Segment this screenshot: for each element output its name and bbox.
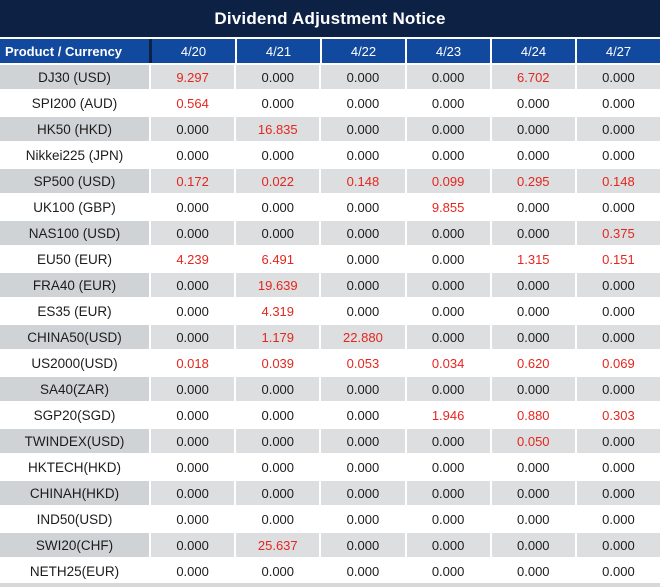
dividend-value-cell: 0.000 bbox=[405, 247, 490, 271]
dividend-value-cell: 0.000 bbox=[490, 221, 575, 245]
dividend-value-cell: 0.000 bbox=[405, 533, 490, 557]
dividend-value-cell: 0.148 bbox=[319, 169, 404, 193]
product-name-cell: TWINDEX(USD) bbox=[0, 429, 149, 453]
table-row bbox=[0, 245, 660, 271]
table-header-row bbox=[0, 39, 660, 63]
product-name-cell: IND50(USD) bbox=[36, 511, 113, 527]
dividend-value-cell: 0.000 bbox=[319, 299, 404, 323]
table-row bbox=[0, 557, 660, 583]
dividend-value-cell: 0.000 bbox=[149, 299, 234, 323]
dividend-value-cell: 0.000 bbox=[405, 377, 490, 401]
table-row bbox=[0, 219, 660, 245]
table-row bbox=[0, 375, 660, 401]
dividend-value-cell: 0.000 bbox=[575, 117, 660, 141]
table-row bbox=[0, 115, 660, 141]
dividend-value-cell: 0.000 bbox=[234, 221, 319, 245]
dividend-value-cell: 0.000 bbox=[490, 273, 575, 297]
dividend-value-cell: 0.000 bbox=[405, 273, 490, 297]
column-header-date: 4/24 bbox=[490, 39, 575, 63]
dividend-value-cell: 0.000 bbox=[490, 195, 575, 219]
dividend-value-cell: 0.000 bbox=[149, 559, 234, 583]
table-row bbox=[0, 63, 660, 89]
dividend-value-cell: 0.039 bbox=[234, 351, 319, 375]
dividend-value-cell: 0.000 bbox=[234, 455, 319, 479]
dividend-value-cell: 0.000 bbox=[319, 429, 404, 453]
dividend-value-cell: 0.034 bbox=[405, 351, 490, 375]
dividend-value-cell: 0.000 bbox=[490, 377, 575, 401]
dividend-value-cell: 0.000 bbox=[319, 403, 404, 427]
dividend-value-cell: 0.151 bbox=[575, 247, 660, 271]
dividend-value-cell: 0.000 bbox=[319, 455, 404, 479]
column-header-date: 4/23 bbox=[405, 39, 490, 63]
dividend-value-cell: 0.000 bbox=[234, 429, 319, 453]
dividend-value-cell: 0.000 bbox=[319, 533, 404, 557]
dividend-value-cell: 0.000 bbox=[149, 273, 234, 297]
dividend-value-cell: 0.000 bbox=[149, 403, 234, 427]
dividend-value-cell: 6.702 bbox=[490, 65, 575, 89]
dividend-value-cell: 0.000 bbox=[405, 481, 490, 505]
table-row bbox=[0, 349, 660, 375]
dividend-value-cell: 0.000 bbox=[490, 455, 575, 479]
table-bottom-edge bbox=[0, 583, 660, 587]
product-name-cell: SWI20(CHF) bbox=[0, 533, 149, 557]
dividend-value-cell: 0.000 bbox=[575, 481, 660, 505]
dividend-value-cell: 0.000 bbox=[149, 533, 234, 557]
dividend-value-cell: 0.000 bbox=[405, 299, 490, 323]
dividend-value-cell: 0.018 bbox=[149, 351, 234, 375]
dividend-value-cell: 0.000 bbox=[490, 481, 575, 505]
dividend-value-cell: 0.000 bbox=[234, 481, 319, 505]
page-title: Dividend Adjustment Notice bbox=[0, 0, 660, 39]
dividend-value-cell: 0.000 bbox=[405, 325, 490, 349]
column-header-date: 4/27 bbox=[575, 39, 660, 63]
dividend-value-cell: 0.000 bbox=[319, 221, 404, 245]
table-row bbox=[0, 479, 660, 505]
dividend-value-cell: 0.000 bbox=[405, 143, 490, 167]
dividend-value-cell: 25.637 bbox=[234, 533, 319, 557]
dividend-value-cell: 0.000 bbox=[149, 221, 234, 245]
dividend-value-cell: 0.620 bbox=[490, 351, 575, 375]
dividend-value-cell: 0.000 bbox=[575, 143, 660, 167]
dividend-value-cell: 0.000 bbox=[319, 247, 404, 271]
dividend-value-cell: 0.000 bbox=[149, 117, 234, 141]
product-name-cell: SA40(ZAR) bbox=[0, 377, 149, 401]
dividend-value-cell: 0.000 bbox=[319, 481, 404, 505]
product-name-cell: EU50 (EUR) bbox=[36, 251, 112, 267]
product-name-cell: SP500 (USD) bbox=[0, 169, 149, 193]
table-row bbox=[0, 505, 660, 531]
dividend-value-cell: 0.000 bbox=[234, 377, 319, 401]
table-row bbox=[0, 401, 660, 427]
dividend-value-cell: 0.000 bbox=[575, 91, 660, 115]
dividend-value-cell: 0.022 bbox=[234, 169, 319, 193]
table-row bbox=[0, 297, 660, 323]
dividend-value-cell: 0.000 bbox=[575, 195, 660, 219]
dividend-value-cell: 0.000 bbox=[234, 91, 319, 115]
dividend-value-cell: 0.000 bbox=[405, 507, 490, 531]
dividend-value-cell: 22.880 bbox=[319, 325, 404, 349]
column-header-date: 4/22 bbox=[320, 39, 405, 63]
dividend-value-cell: 0.000 bbox=[234, 559, 319, 583]
product-name-cell: SPI200 (AUD) bbox=[31, 95, 118, 111]
dividend-value-cell: 16.835 bbox=[234, 117, 319, 141]
dividend-value-cell: 0.000 bbox=[405, 91, 490, 115]
dividend-value-cell: 0.000 bbox=[149, 195, 234, 219]
table-body bbox=[0, 63, 660, 583]
dividend-value-cell: 0.000 bbox=[149, 377, 234, 401]
column-header-date: 4/20 bbox=[149, 39, 235, 63]
product-name-cell: UK100 (GBP) bbox=[33, 199, 116, 215]
dividend-value-cell: 0.053 bbox=[319, 351, 404, 375]
product-name-cell: NAS100 (USD) bbox=[0, 221, 149, 245]
product-name-cell: HK50 (HKD) bbox=[0, 117, 149, 141]
table-row bbox=[0, 427, 660, 453]
dividend-value-cell: 0.000 bbox=[490, 559, 575, 583]
table-row bbox=[0, 271, 660, 297]
dividend-value-cell: 0.000 bbox=[405, 455, 490, 479]
dividend-value-cell: 1.946 bbox=[405, 403, 490, 427]
dividend-value-cell: 0.000 bbox=[490, 143, 575, 167]
dividend-value-cell: 0.000 bbox=[149, 481, 234, 505]
column-header-date: 4/21 bbox=[235, 39, 320, 63]
dividend-value-cell: 9.297 bbox=[149, 65, 234, 89]
product-name-cell: FRA40 (EUR) bbox=[0, 273, 149, 297]
dividend-value-cell: 0.000 bbox=[234, 507, 319, 531]
dividend-value-cell: 0.000 bbox=[234, 195, 319, 219]
product-name-cell: Nikkei225 (JPN) bbox=[25, 147, 124, 163]
dividend-value-cell: 9.855 bbox=[405, 195, 490, 219]
dividend-value-cell: 0.000 bbox=[490, 117, 575, 141]
table-row bbox=[0, 193, 660, 219]
product-name-cell: NETH25(EUR) bbox=[29, 563, 120, 579]
dividend-value-cell: 0.050 bbox=[490, 429, 575, 453]
table-row bbox=[0, 323, 660, 349]
dividend-value-cell: 0.000 bbox=[319, 507, 404, 531]
table-row bbox=[0, 531, 660, 557]
table-row bbox=[0, 89, 660, 115]
dividend-value-cell: 0.000 bbox=[319, 377, 404, 401]
dividend-value-cell: 0.000 bbox=[234, 403, 319, 427]
dividend-value-cell: 6.491 bbox=[234, 247, 319, 271]
dividend-value-cell: 0.000 bbox=[405, 221, 490, 245]
dividend-value-cell: 0.000 bbox=[319, 273, 404, 297]
dividend-value-cell: 0.000 bbox=[149, 507, 234, 531]
table-row bbox=[0, 141, 660, 167]
dividend-value-cell: 0.000 bbox=[575, 455, 660, 479]
product-name-cell: HKTECH(HKD) bbox=[28, 459, 121, 475]
product-name-cell: DJ30 (USD) bbox=[0, 65, 149, 89]
dividend-value-cell: 4.239 bbox=[149, 247, 234, 271]
dividend-value-cell: 0.069 bbox=[575, 351, 660, 375]
column-header-product-currency: Product / Currency bbox=[5, 43, 123, 59]
dividend-value-cell: 0.880 bbox=[490, 403, 575, 427]
dividend-value-cell: 0.000 bbox=[319, 65, 404, 89]
dividend-value-cell: 1.179 bbox=[234, 325, 319, 349]
dividend-value-cell: 0.000 bbox=[149, 429, 234, 453]
dividend-value-cell: 0.375 bbox=[575, 221, 660, 245]
product-name-cell: US2000(USD) bbox=[31, 355, 118, 371]
dividend-value-cell: 0.000 bbox=[405, 65, 490, 89]
dividend-value-cell: 0.000 bbox=[149, 325, 234, 349]
dividend-value-cell: 0.000 bbox=[234, 65, 319, 89]
dividend-value-cell: 19.639 bbox=[234, 273, 319, 297]
dividend-value-cell: 0.000 bbox=[149, 143, 234, 167]
dividend-value-cell: 0.000 bbox=[319, 195, 404, 219]
dividend-value-cell: 0.000 bbox=[575, 507, 660, 531]
dividend-value-cell: 0.172 bbox=[149, 169, 234, 193]
dividend-value-cell: 0.099 bbox=[405, 169, 490, 193]
dividend-value-cell: 0.000 bbox=[319, 559, 404, 583]
dividend-value-cell: 0.000 bbox=[405, 429, 490, 453]
product-name-cell: ES35 (EUR) bbox=[37, 303, 112, 319]
dividend-value-cell: 0.000 bbox=[405, 559, 490, 583]
dividend-value-cell: 0.295 bbox=[490, 169, 575, 193]
dividend-value-cell: 0.000 bbox=[575, 533, 660, 557]
table-row bbox=[0, 453, 660, 479]
table-row bbox=[0, 167, 660, 193]
product-name-cell: CHINA50(USD) bbox=[0, 325, 149, 349]
product-name-cell: SGP20(SGD) bbox=[33, 407, 116, 423]
dividend-value-cell: 4.319 bbox=[234, 299, 319, 323]
dividend-value-cell: 0.000 bbox=[234, 143, 319, 167]
dividend-value-cell: 0.000 bbox=[319, 143, 404, 167]
dividend-value-cell: 0.000 bbox=[575, 299, 660, 323]
dividend-value-cell: 0.000 bbox=[575, 65, 660, 89]
dividend-value-cell: 0.148 bbox=[575, 169, 660, 193]
dividend-value-cell: 0.000 bbox=[149, 455, 234, 479]
dividend-value-cell: 0.000 bbox=[575, 377, 660, 401]
dividend-value-cell: 0.000 bbox=[490, 507, 575, 531]
dividend-value-cell: 0.000 bbox=[490, 533, 575, 557]
dividend-value-cell: 0.000 bbox=[490, 299, 575, 323]
dividend-value-cell: 1.315 bbox=[490, 247, 575, 271]
dividend-value-cell: 0.564 bbox=[149, 91, 234, 115]
dividend-value-cell: 0.000 bbox=[575, 273, 660, 297]
dividend-value-cell: 0.000 bbox=[575, 325, 660, 349]
dividend-value-cell: 0.000 bbox=[319, 91, 404, 115]
dividend-value-cell: 0.000 bbox=[575, 559, 660, 583]
dividend-value-cell: 0.303 bbox=[575, 403, 660, 427]
dividend-value-cell: 0.000 bbox=[490, 325, 575, 349]
product-name-cell: CHINAH(HKD) bbox=[0, 481, 149, 505]
dividend-value-cell: 0.000 bbox=[490, 91, 575, 115]
dividend-value-cell: 0.000 bbox=[405, 117, 490, 141]
dividend-value-cell: 0.000 bbox=[319, 117, 404, 141]
dividend-value-cell: 0.000 bbox=[575, 429, 660, 453]
